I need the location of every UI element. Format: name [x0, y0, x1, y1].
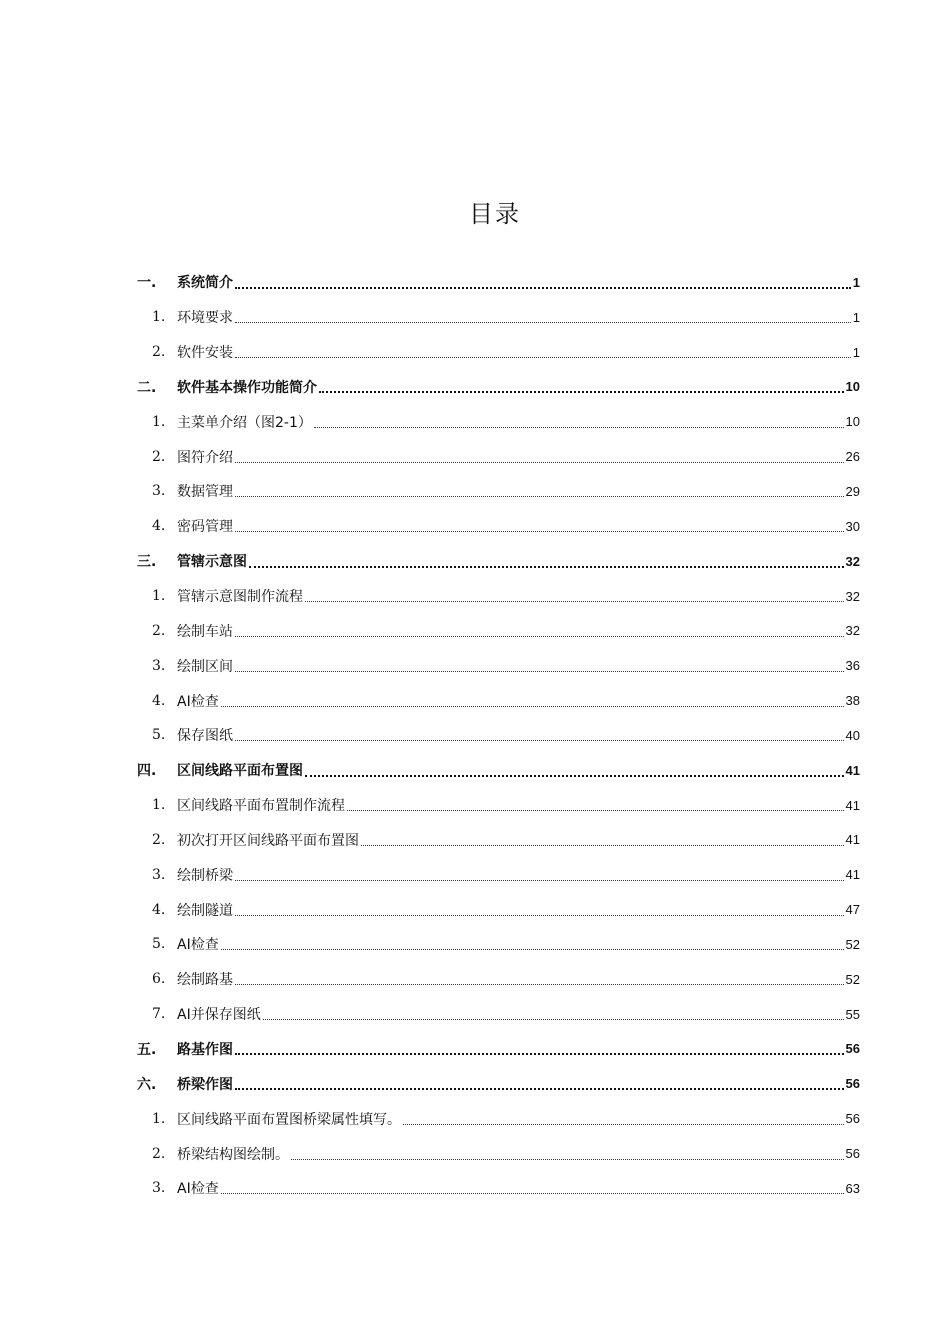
toc-chapter-entry[interactable] [137, 370, 860, 405]
toc-entry-number: 3. [152, 866, 166, 883]
toc-section-entry[interactable] [137, 439, 860, 474]
toc-entry-page-number: 26 [845, 449, 860, 465]
toc-dot-leader [291, 1158, 844, 1160]
toc-entry-page-number: 41 [845, 832, 860, 848]
toc-chapter-entry[interactable] [137, 753, 860, 788]
toc-entry-label: 绘制区间 [177, 658, 233, 675]
toc-dot-leader [235, 983, 844, 985]
toc-entry-page-number: 52 [845, 971, 860, 987]
toc-section-entry[interactable] [137, 962, 860, 997]
toc-entry-number: 3. [152, 483, 166, 500]
toc-entry-page-number: 56 [845, 1041, 860, 1057]
toc-entry-label: 主菜单介绍（图2-1） [177, 414, 312, 431]
toc-entry-number: 3. [152, 1180, 166, 1197]
toc-entry-page-number: 1 [852, 309, 860, 325]
toc-entry-page-number: 47 [845, 902, 860, 918]
toc-entry-label: 环境要求 [177, 310, 233, 327]
toc-entry-page-number: 1 [852, 274, 860, 290]
toc-entry-number: 5. [152, 727, 166, 744]
toc-section-entry[interactable] [137, 1101, 860, 1136]
toc-entry-number: 4. [152, 518, 166, 535]
toc-dot-leader [235, 495, 844, 497]
toc-entry-label: 软件安装 [177, 345, 233, 362]
toc-entry-page-number: 32 [845, 553, 860, 569]
toc-entry-number: 二. [137, 379, 157, 396]
toc-dot-leader [361, 844, 844, 846]
toc-entry-number: 3. [152, 657, 166, 674]
toc-entry-label: 绘制车站 [177, 623, 233, 640]
toc-entry-page-number: 56 [845, 1111, 860, 1127]
toc-entry-number: 2. [152, 831, 166, 848]
toc-dot-leader [403, 1123, 844, 1125]
toc-entry-page-number: 30 [845, 518, 860, 534]
toc-section-entry[interactable] [137, 579, 860, 614]
toc-entry-page-number: 63 [845, 1180, 860, 1196]
toc-entry-label: 密码管理 [177, 519, 233, 536]
toc-entry-page-number: 32 [845, 623, 860, 639]
toc-entry-page-number: 32 [845, 588, 860, 604]
toc-entry-number: 2. [152, 622, 166, 639]
toc-section-entry[interactable] [137, 404, 860, 439]
toc-section-entry[interactable] [137, 1136, 860, 1171]
toc-section-entry[interactable] [137, 648, 860, 683]
toc-entry-label: 桥梁结构图绘制。 [177, 1146, 289, 1163]
toc-entry-page-number: 29 [845, 483, 860, 499]
toc-entry-page-number: 1 [852, 344, 860, 360]
toc-entry-number: 7. [152, 1006, 166, 1023]
toc-dot-leader [235, 914, 844, 916]
toc-dot-leader [235, 356, 851, 358]
toc-entry-page-number: 56 [845, 1146, 860, 1162]
toc-entry-number: 1. [152, 797, 166, 814]
toc-entry-label: 绘制桥梁 [177, 867, 233, 884]
toc-entry-label: 区间线路平面布置制作流程 [177, 798, 345, 815]
toc-dot-leader [319, 390, 844, 393]
toc-section-entry[interactable] [137, 718, 860, 753]
toc-section-entry[interactable] [137, 1171, 860, 1206]
toc-entry-page-number: 10 [845, 414, 860, 430]
toc-entry-page-number: 41 [845, 797, 860, 813]
toc-entry-label: AI检查 [177, 1181, 219, 1198]
toc-entry-label: 桥梁作图 [177, 1076, 233, 1093]
toc-entry-number: 1. [152, 309, 166, 326]
toc-entry-number: 4. [152, 692, 166, 709]
toc-dot-leader [221, 705, 844, 707]
toc-entry-number: 4. [152, 901, 166, 918]
toc-dot-leader [235, 635, 844, 637]
toc-section-entry[interactable] [137, 335, 860, 370]
toc-entry-number: 1. [152, 413, 166, 430]
toc-section-entry[interactable] [137, 613, 860, 648]
toc-entry-label: 区间线路平面布置图 [177, 763, 303, 780]
toc-entry-number: 2. [152, 448, 166, 465]
toc-entry-label: 软件基本操作功能简介 [177, 379, 317, 396]
toc-dot-leader [305, 774, 844, 777]
toc-entry-page-number: 36 [845, 658, 860, 674]
toc-entry-page-number: 41 [845, 867, 860, 883]
toc-entry-label: AI并保存图纸 [177, 1007, 261, 1024]
toc-entry-label: 管辖示意图 [177, 554, 247, 571]
toc-entry-label: 图符介绍 [177, 449, 233, 466]
toc-list [137, 265, 860, 1206]
toc-entry-page-number: 38 [845, 693, 860, 709]
toc-section-entry[interactable] [137, 892, 860, 927]
toc-entry-label: 路基作图 [177, 1041, 233, 1058]
toc-entry-page-number: 52 [845, 936, 860, 952]
toc-section-entry[interactable] [137, 997, 860, 1032]
toc-entry-page-number: 41 [845, 762, 860, 778]
toc-entry-page-number: 10 [845, 379, 860, 395]
toc-chapter-entry[interactable] [137, 1032, 860, 1067]
toc-entry-number: 6. [152, 971, 166, 988]
toc-entry-label: 管辖示意图制作流程 [177, 589, 303, 606]
toc-dot-leader [235, 530, 844, 532]
toc-section-entry[interactable] [137, 823, 860, 858]
toc-entry-label: AI检查 [177, 693, 219, 710]
toc-dot-leader [235, 286, 851, 289]
toc-dot-leader [235, 321, 851, 323]
toc-entry-page-number: 55 [845, 1006, 860, 1022]
toc-section-entry[interactable] [137, 788, 860, 823]
toc-entry-page-number: 56 [845, 1076, 860, 1092]
toc-dot-leader [263, 1018, 844, 1020]
toc-dot-leader [235, 461, 844, 463]
toc-entry-number: 2. [152, 1145, 166, 1162]
toc-dot-leader [235, 879, 844, 881]
toc-entry-label: 绘制路基 [177, 972, 233, 989]
toc-section-entry[interactable] [137, 300, 860, 335]
toc-dot-leader [314, 426, 844, 428]
toc-section-entry[interactable] [137, 474, 860, 509]
toc-dot-leader [235, 739, 844, 741]
toc-entry-label: 保存图纸 [177, 728, 233, 745]
toc-entry-number: 5. [152, 936, 166, 953]
toc-entry-label: AI检查 [177, 937, 219, 954]
toc-entry-number: 2. [152, 344, 166, 361]
toc-dot-leader [249, 565, 844, 568]
toc-entry-label: 数据管理 [177, 484, 233, 501]
toc-chapter-entry[interactable] [137, 265, 860, 300]
toc-entry-number: 三. [137, 554, 157, 571]
toc-entry-label: 绘制隧道 [177, 902, 233, 919]
toc-entry-label: 区间线路平面布置图桥梁属性填写。 [177, 1111, 401, 1128]
toc-entry-number: 一. [137, 275, 157, 292]
toc-entry-number: 1. [152, 588, 166, 605]
toc-section-entry[interactable] [137, 857, 860, 892]
toc-entry-number: 1. [152, 1110, 166, 1127]
toc-entry-label: 系统简介 [177, 275, 233, 292]
toc-section-entry[interactable] [137, 509, 860, 544]
toc-entry-page-number: 40 [845, 727, 860, 743]
toc-dot-leader [221, 1192, 844, 1194]
toc-dot-leader [305, 600, 844, 602]
toc-dot-leader [347, 809, 844, 811]
toc-dot-leader [235, 670, 844, 672]
toc-dot-leader [235, 1087, 844, 1090]
toc-entry-number: 五. [137, 1041, 157, 1058]
toc-section-entry[interactable] [137, 927, 860, 962]
toc-section-entry[interactable] [137, 683, 860, 718]
toc-dot-leader [235, 1052, 844, 1055]
toc-entry-number: 四. [137, 763, 157, 780]
toc-chapter-entry[interactable] [137, 544, 860, 579]
toc-entry-label: 初次打开区间线路平面布置图 [177, 832, 359, 849]
toc-chapter-entry[interactable] [137, 1066, 860, 1101]
toc-dot-leader [221, 948, 844, 950]
toc-entry-number: 六. [137, 1076, 157, 1093]
toc-title: 目录 [469, 200, 521, 228]
